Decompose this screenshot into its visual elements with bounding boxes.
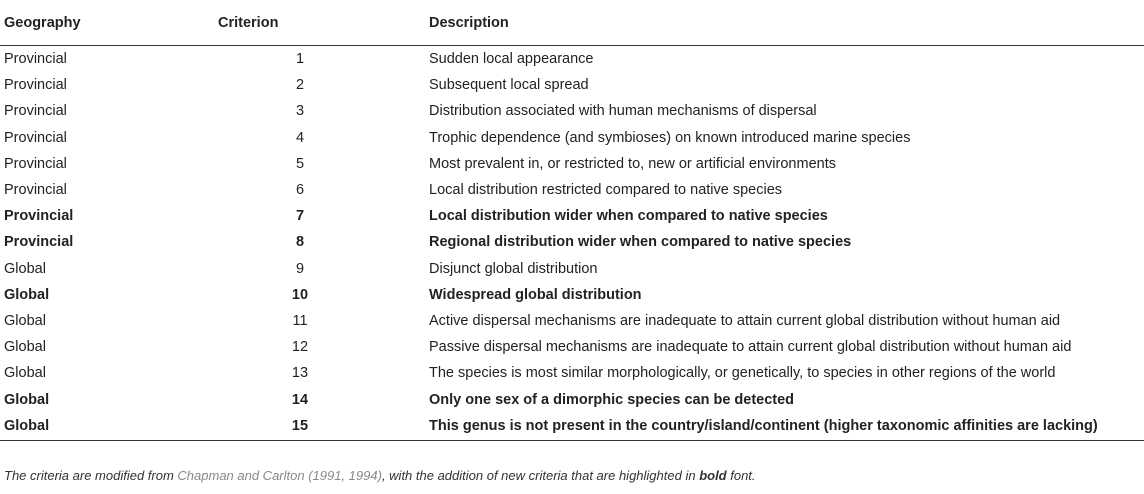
table-row bbox=[0, 386, 1144, 412]
cell-geography: Global bbox=[4, 286, 50, 303]
cell-geography: Global bbox=[4, 312, 46, 329]
cell-geography: Global bbox=[4, 391, 50, 408]
cell-description: Trophic dependence (and symbioses) on known introduced marine species bbox=[429, 129, 911, 146]
cell-description: This genus is not present in the country/island/continent (higher taxonomic affinities are lacking) bbox=[412, 413, 1144, 441]
table-row bbox=[0, 229, 1144, 255]
table-row bbox=[0, 256, 1144, 282]
cell-geography: Provincial bbox=[4, 234, 74, 251]
cell-criterion: 14 bbox=[291, 391, 309, 408]
cell-geography: Global bbox=[4, 365, 46, 382]
table-row bbox=[0, 177, 1144, 203]
cell-geography: Provincial bbox=[4, 155, 67, 172]
cell-description: Passive dispersal mechanisms are inadequate to attain current global distribution without human aid bbox=[429, 339, 1072, 356]
cell-geography: Provincial bbox=[4, 51, 67, 68]
cell-criterion: 1 bbox=[295, 51, 305, 68]
table-header bbox=[0, 0, 1144, 46]
cell-criterion: 6 bbox=[295, 182, 305, 199]
cell-geography: Provincial bbox=[4, 182, 67, 199]
cell-criterion: 9 bbox=[295, 260, 305, 277]
cell-description: Subsequent local spread bbox=[429, 77, 589, 94]
footnote-suffix: font. bbox=[726, 467, 756, 483]
cell-geography: Global bbox=[4, 260, 46, 277]
cell-description: Only one sex of a dimorphic species can be detected bbox=[429, 391, 795, 408]
table-row bbox=[0, 334, 1144, 360]
cell-criterion: 10 bbox=[291, 286, 309, 303]
cell-description: Distribution associated with human mechanisms of dispersal bbox=[429, 103, 817, 120]
header-description: Description bbox=[412, 0, 1144, 46]
table-footnote bbox=[0, 468, 1144, 483]
cell-geography: Provincial bbox=[4, 77, 67, 94]
table-row bbox=[0, 282, 1144, 308]
table-body bbox=[0, 46, 1144, 441]
header-geography: Geography bbox=[0, 0, 200, 46]
cell-criterion: 5 bbox=[295, 155, 305, 172]
cell-description: Local distribution restricted compared to native species bbox=[429, 182, 783, 199]
cell-description: Most prevalent in, or restricted to, new or artificial environments bbox=[429, 155, 836, 172]
cell-description: Local distribution wider when compared to native species bbox=[429, 208, 828, 225]
table-row bbox=[0, 125, 1144, 151]
cell-criterion: 13 bbox=[291, 365, 309, 382]
footnote-prefix: The criteria are modified from bbox=[4, 467, 178, 483]
table-row bbox=[0, 151, 1144, 177]
cell-description: Active dispersal mechanisms are inadequate to attain current global distribution without human aid bbox=[429, 312, 1061, 329]
cell-geography: Provincial bbox=[4, 129, 67, 146]
table-row bbox=[0, 72, 1144, 98]
cell-geography: Global bbox=[4, 339, 46, 356]
cell-description: Regional distribution wider when compared to native species bbox=[429, 234, 852, 251]
table-row bbox=[0, 413, 1144, 441]
cell-geography: Provincial bbox=[4, 103, 67, 120]
header-criterion: Criterion bbox=[200, 0, 412, 46]
footnote-middle: , with the addition of new criteria that are highlighted in bbox=[381, 467, 700, 483]
table-row bbox=[0, 98, 1144, 124]
cell-description: Disjunct global distribution bbox=[429, 260, 598, 277]
cell-description: The species is most similar morphologically, or genetically, to species in other regions of the world bbox=[429, 365, 1056, 382]
table-row bbox=[0, 46, 1144, 73]
table-row bbox=[0, 203, 1144, 229]
cell-geography: Global bbox=[0, 413, 200, 441]
cell-criterion: 8 bbox=[295, 234, 305, 251]
table-row bbox=[0, 308, 1144, 334]
table-row bbox=[0, 360, 1144, 386]
cell-criterion: 3 bbox=[295, 103, 305, 120]
cell-criterion: 11 bbox=[292, 312, 308, 329]
table-header-row bbox=[0, 0, 1144, 46]
cell-description: Widespread global distribution bbox=[429, 286, 642, 303]
cell-criterion: 2 bbox=[295, 77, 305, 94]
footnote-emphasis: bold bbox=[699, 467, 727, 483]
cell-criterion: 15 bbox=[200, 413, 412, 441]
cell-criterion: 4 bbox=[295, 129, 305, 146]
cell-geography: Provincial bbox=[4, 208, 74, 225]
footnote-reference-link[interactable]: Chapman and Carlton (1991, 1994) bbox=[177, 467, 382, 483]
cell-description: Sudden local appearance bbox=[429, 51, 594, 68]
cell-criterion: 12 bbox=[291, 339, 309, 356]
cell-criterion: 7 bbox=[295, 208, 305, 225]
